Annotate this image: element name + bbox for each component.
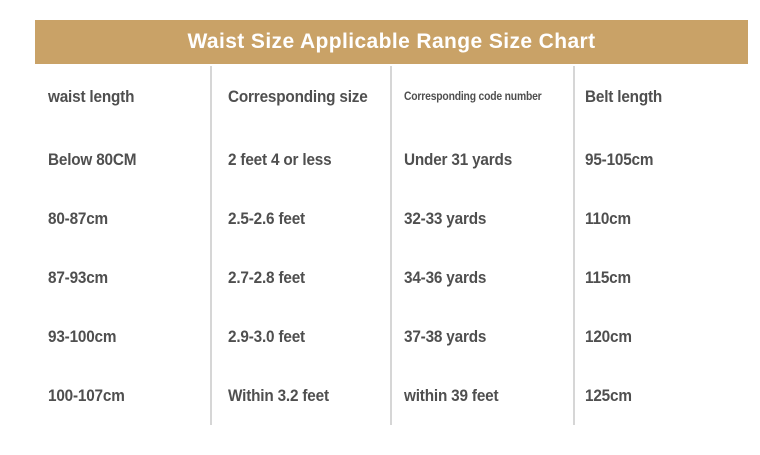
table-cell-size-row5: Within 3.2 feet (228, 385, 329, 405)
table-cell-code-row2: 32-33 yards (404, 208, 487, 228)
table-cell-waist-row1: Below 80CM (48, 149, 137, 169)
table-cell-belt-row4: 120cm (585, 326, 632, 346)
column-header-waist-length: waist length (48, 87, 135, 106)
table-cell-waist-row2: 80-87cm (48, 208, 108, 228)
table-cell-code-row3: 34-36 yards (404, 267, 487, 287)
table-cell-size-row4: 2.9-3.0 feet (228, 326, 305, 346)
column-header-belt-length: Belt length (585, 87, 663, 106)
table-cell-belt-row2: 110cm (585, 208, 631, 228)
table-cell-belt-row3: 115cm (585, 267, 631, 287)
table-cell-belt-row5: 125cm (585, 385, 632, 405)
table-cell-waist-row3: 87-93cm (48, 267, 108, 287)
column-header-corresponding-size: Corresponding size (228, 87, 368, 106)
table-cell-size-row3: 2.7-2.8 feet (228, 267, 305, 287)
table-cell-waist-row4: 93-100cm (48, 326, 117, 346)
size-table (35, 64, 748, 425)
column-header-corresponding-code-number: Corresponding code number (404, 91, 542, 103)
table-cell-code-row5: within 39 feet (404, 385, 499, 405)
table-cell-size-row1: 2 feet 4 or less (228, 149, 332, 169)
table-cell-code-row1: Under 31 yards (404, 149, 513, 169)
table-cell-code-row4: 37-38 yards (404, 326, 487, 346)
chart-title-bar (35, 20, 748, 64)
chart-title: Waist Size Applicable Range Size Chart (187, 30, 596, 53)
table-cell-size-row2: 2.5-2.6 feet (228, 208, 305, 228)
table-cell-belt-row1: 95-105cm (585, 149, 654, 169)
table-cell-waist-row5: 100-107cm (48, 385, 125, 405)
